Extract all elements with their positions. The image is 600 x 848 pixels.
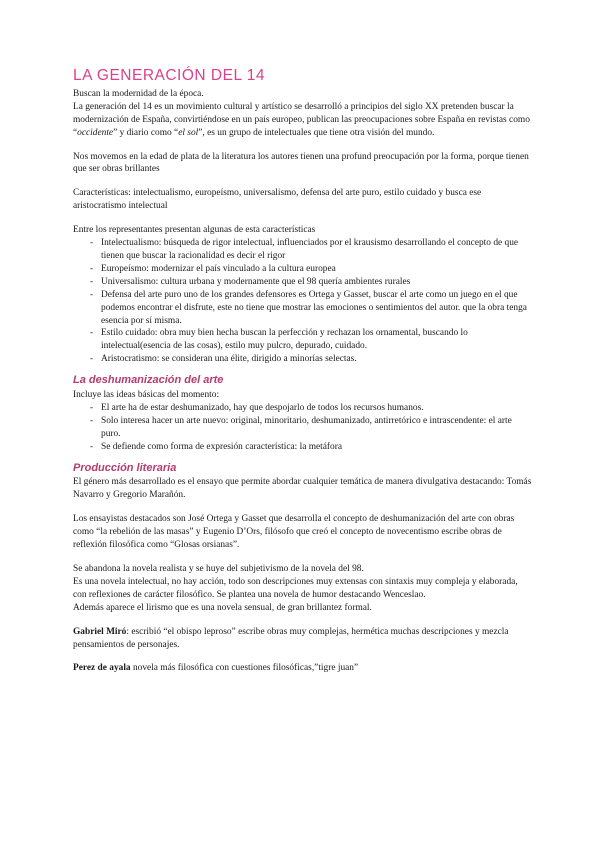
list-item: - El arte ha de estar deshumanizado, hay que despojarlo de todos los recursos humanos. [90,402,424,413]
miro-name: Gabriel Miró [73,626,127,637]
list-item: - Se defiende como forma de expresión característica: la metáfora [90,441,343,452]
page-title: LA GENERACIÓN DEL 14 [73,67,266,84]
novela-paragraph-3: Además aparece el lirismo que es una novela sensual, de gran brillantez formal. [73,602,372,613]
novela-paragraph-2: Es una novela intelectual, no hay acción, todo son descripciones muy extensas con sintaxis muy compleja y elaborada, con reflexiones de carácter filosófico. Se plantea una novela de humor destacando Wenceslao. [73,576,518,600]
list-item: - Defensa del arte puro uno de los grandes defensores es Ortega y Gasset, buscar el arte como un juego en el que podemos encontrar el disfrute, este no tiene que mostrar las emociones o sentimientos del autor. que la obra tenga esencia por sí misma. [90,289,527,326]
list-item: - Europeísmo: modernizar el país vinculado a la cultura europea [90,263,336,274]
ensayistas-paragraph: Los ensayistas destacados son José Ortega y Gasset que desarrolla el concepto de deshumanización del arte con obras como “la rebelión de las masas” y Eugenio D’Ors, filósofo que creó el concepto de novecentismo escribe obras de reflexión filosófica como “Glosas orsianas”. [73,514,515,551]
list-item: - Estilo cuidado: obra muy bien hecha buscan la perfección y rechazan los ornamental, buscando lo intelectual(esencia de las cosas), estilo muy pulcro, depurado, cuidado. [90,328,468,352]
list-item: - Universalismo: cultura urbana y modernamente que el 98 quería ambientes rurales [90,276,411,287]
characteristics-list [73,237,533,366]
deshumanizacion-heading: La deshumanización del arte [73,374,224,387]
list-item: - Solo interesa hacer un arte nuevo: original, minoritario, deshumanizado, antirretórico e intrascendente: el arte puro. [90,415,512,439]
deshumanizacion-intro: Incluye las ideas básicas del momento: [73,390,220,401]
occidente-title: occidente [77,127,114,138]
document-page [73,67,533,675]
perez-name: Perez de ayala [73,663,131,674]
list-item: - Aristocratismo: se consideran una élite, dirigido a minorías selectas. [90,354,357,365]
miro-paragraph: Gabriel Miró: escribió “el obispo leproso” escribe obras muy complejas, hermética muchas descripciones y mezcla pensamientos de personajes. [73,626,509,650]
intro-paragraph: La generación del 14 es un movimiento cultural y artístico se desarrolló a principios del siglo XX pretenden buscar la modernización de España, convirtiéndose en un país europeo, publican las preocupaciones sobre España en revistas como “occidente” y diario como “el sol”, es un grupo de intelectuales que tiene otra visión del mundo. [73,101,530,138]
edad-plata-paragraph: Nos movemos en la edad de plata de la literatura los autores tienen una profund preocupación por la forma, porque tienen que ser obras brillantes [73,151,529,175]
deshumanizacion-list [73,402,533,454]
novela-paragraph-1: Se abandona la novela realista y se huye del subjetivismo de la novela del 98. [73,564,364,574]
caracteristicas-paragraph: Características: intelectualismo, europeísmo, universalismo, defensa del arte puro, estilo cuidado y busca ese aristocratismo intelectual [73,188,482,212]
produccion-heading: Producción literaria [73,461,177,474]
elsol-title: el sol [178,127,199,138]
ensayo-paragraph: El género más desarrollado es el ensayo que permite abordar cualquier temática de manera divulgativa destacando: Tomás Navarro y Gregorio Marañón. [73,477,532,501]
list-item: - Intelectualismo: búsqueda de rigor intelectual, influenciados por el krausismo desarrollando el concepto de que tienen que buscar la racionalidad es decir el rigor [90,238,519,261]
perez-paragraph: Perez de ayala novela más filosófica con cuestiones filosóficas,”tigre juan” [73,663,359,674]
intro-line: Buscan la modernidad de la época. [73,88,204,99]
list1-intro: Entre los representantes presentan algunas de esta características [73,225,316,236]
